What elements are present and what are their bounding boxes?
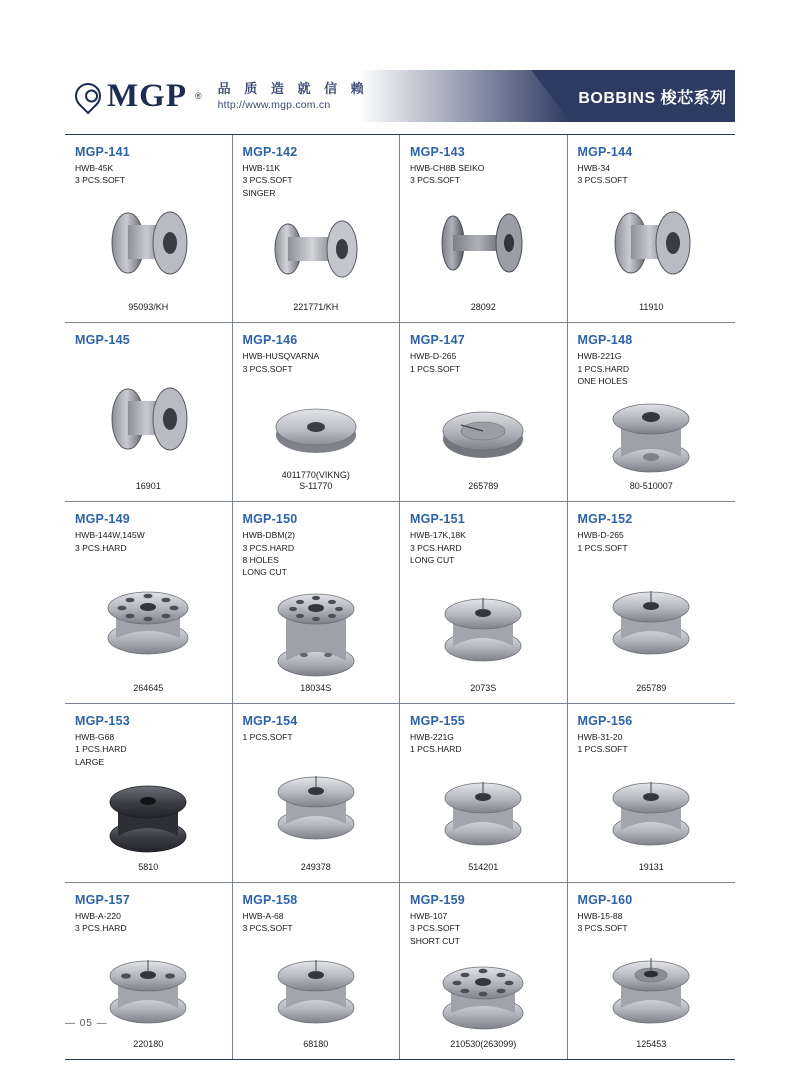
product-reference: 249378 (300, 861, 331, 872)
product-reference: 264645 (133, 682, 164, 693)
brand-slogan (218, 80, 369, 112)
product-specs: HWB-107 3 PCS.SOFT SHORT CUT (410, 910, 461, 946)
product-cell (65, 502, 233, 703)
product-code: MGP-142 (242, 145, 298, 159)
product-reference: 220180 (133, 1039, 164, 1049)
bobbin-image (75, 554, 222, 683)
product-cell (400, 704, 568, 882)
product-specs (75, 350, 222, 360)
bobbin-image (243, 935, 390, 1039)
product-code: MGP-148 (577, 333, 633, 348)
brand-band (65, 70, 570, 122)
product-cell (65, 323, 233, 501)
product-cell (568, 704, 736, 882)
bobbin-image (410, 566, 557, 682)
product-specs: HWB-DBM(2) 3 PCS.HARD 8 HOLES LONG CUT (242, 530, 296, 578)
bobbin-image (243, 199, 390, 302)
product-cell (233, 323, 401, 501)
product-code: MGP-146 (242, 333, 298, 348)
product-cell (65, 135, 233, 322)
product-specs: HWB-CH8B SEIKO 3 PCS.SOFT (410, 163, 485, 186)
product-cell (568, 883, 736, 1059)
product-code: MGP-158 (242, 892, 298, 907)
product-reference: 18034S (300, 682, 332, 693)
product-specs: HWB-34 3 PCS.SOFT (577, 163, 628, 186)
section-title: BOBBINS 梭芯系列 (570, 70, 735, 122)
product-code: MGP-160 (577, 892, 633, 907)
product-reference: 2073S (470, 682, 497, 693)
product-grid (65, 134, 735, 1060)
product-reference: 265789 (468, 481, 499, 492)
bobbin-image (578, 935, 726, 1039)
product-specs: HWB-144W,145W 3 PCS.HARD (75, 530, 145, 553)
product-cell (233, 704, 401, 882)
bobbin-image (243, 375, 390, 470)
product-reference: 95093/KH (128, 302, 169, 313)
bobbin-image (410, 947, 557, 1039)
product-specs: HWB-A-220 3 PCS.HARD (75, 910, 127, 934)
bobbin-image (578, 387, 726, 481)
bobbin-image (578, 554, 726, 683)
product-cell (568, 502, 736, 703)
product-reference: 5810 (138, 861, 159, 872)
product-reference: 4011770(VIKNG) S-11770 (281, 469, 350, 492)
product-code: MGP-147 (410, 333, 465, 348)
product-cell (233, 883, 401, 1059)
product-code: MGP-149 (75, 512, 130, 527)
product-specs: 1 PCS.SOFT (242, 731, 293, 742)
product-code: MGP-153 (75, 713, 130, 728)
product-reference: 80-510007 (629, 481, 673, 492)
product-reference: 265789 (636, 682, 667, 693)
product-row (65, 135, 735, 323)
website-url: http://www.mgp.com.cn (217, 98, 331, 111)
product-specs: HWB-D-265 1 PCS.SOFT (410, 351, 461, 374)
product-specs: HWB-D-265 1 PCS.SOFT (577, 530, 628, 553)
product-code: MGP-141 (75, 145, 130, 159)
product-specs: HWB-221G 1 PCS.HARD ONE HOLES (577, 351, 630, 386)
bobbin-image (75, 360, 222, 481)
bobbin-image (243, 579, 390, 683)
product-code: MGP-155 (410, 713, 465, 728)
product-cell (400, 883, 568, 1059)
bobbin-image (75, 768, 222, 862)
logo (75, 77, 202, 114)
product-code: MGP-145 (75, 333, 130, 348)
slogan-chinese: 品 质 造 就 信 赖 (217, 81, 369, 97)
product-code: MGP-159 (410, 892, 465, 907)
product-code: MGP-154 (242, 713, 298, 728)
product-cell (233, 135, 401, 322)
product-reference: 125453 (636, 1039, 667, 1049)
bobbin-image (243, 743, 390, 862)
logo-text: MGP (107, 77, 187, 114)
product-specs: HWB-45K 3 PCS.SOFT (75, 163, 126, 186)
product-row (65, 883, 735, 1059)
product-code: MGP-143 (410, 145, 465, 159)
product-reference: 221771/KH (293, 302, 339, 313)
product-row (65, 323, 735, 502)
product-reference: 210530(263099) (450, 1039, 517, 1049)
product-code: MGP-150 (242, 512, 298, 527)
product-row (65, 502, 735, 704)
product-cell (65, 883, 233, 1059)
product-cell (400, 502, 568, 703)
page-header (65, 70, 735, 122)
product-specs: HWB-221G 1 PCS.HARD (410, 731, 462, 755)
product-code: MGP-151 (410, 512, 465, 527)
product-cell (568, 135, 736, 322)
page-number: — 05 — (65, 1018, 108, 1029)
product-reference: 16901 (135, 481, 161, 492)
product-specs: HWB-G68 1 PCS.HARD LARGE (75, 731, 127, 767)
product-reference: 68180 (303, 1039, 329, 1049)
product-code: MGP-144 (577, 145, 633, 159)
product-reference: 11910 (639, 302, 664, 313)
bobbin-image (75, 187, 222, 302)
product-specs: HWB-31-20 1 PCS.SOFT (577, 731, 628, 755)
product-cell (568, 323, 736, 501)
product-code: MGP-152 (577, 512, 633, 527)
product-cell (400, 323, 568, 501)
product-reference: 514201 (468, 861, 499, 872)
product-reference: 28092 (470, 302, 496, 313)
product-code: MGP-156 (577, 713, 633, 728)
product-cell (65, 704, 233, 882)
bobbin-image (410, 756, 557, 862)
bobbin-image (410, 187, 557, 302)
registered-mark-icon: ® (194, 91, 202, 101)
bobbin-image (578, 756, 726, 862)
product-reference: 19131 (638, 861, 664, 872)
product-specs: HWB-11K 3 PCS.SOFT SINGER (242, 163, 293, 198)
bobbin-image (410, 375, 557, 481)
product-specs: HWB-HUSQVARNA 3 PCS.SOFT (242, 351, 320, 374)
product-cell (400, 135, 568, 322)
bobbin-image (578, 187, 726, 302)
product-specs: HWB-A-68 3 PCS.SOFT (242, 910, 293, 934)
product-code: MGP-157 (75, 892, 130, 907)
product-specs: HWB-15-88 3 PCS.SOFT (577, 910, 628, 934)
product-specs: HWB-17K,18K 3 PCS.HARD LONG CUT (410, 530, 466, 565)
product-cell (233, 502, 401, 703)
product-row (65, 704, 735, 883)
mgp-logo-icon (70, 78, 107, 115)
